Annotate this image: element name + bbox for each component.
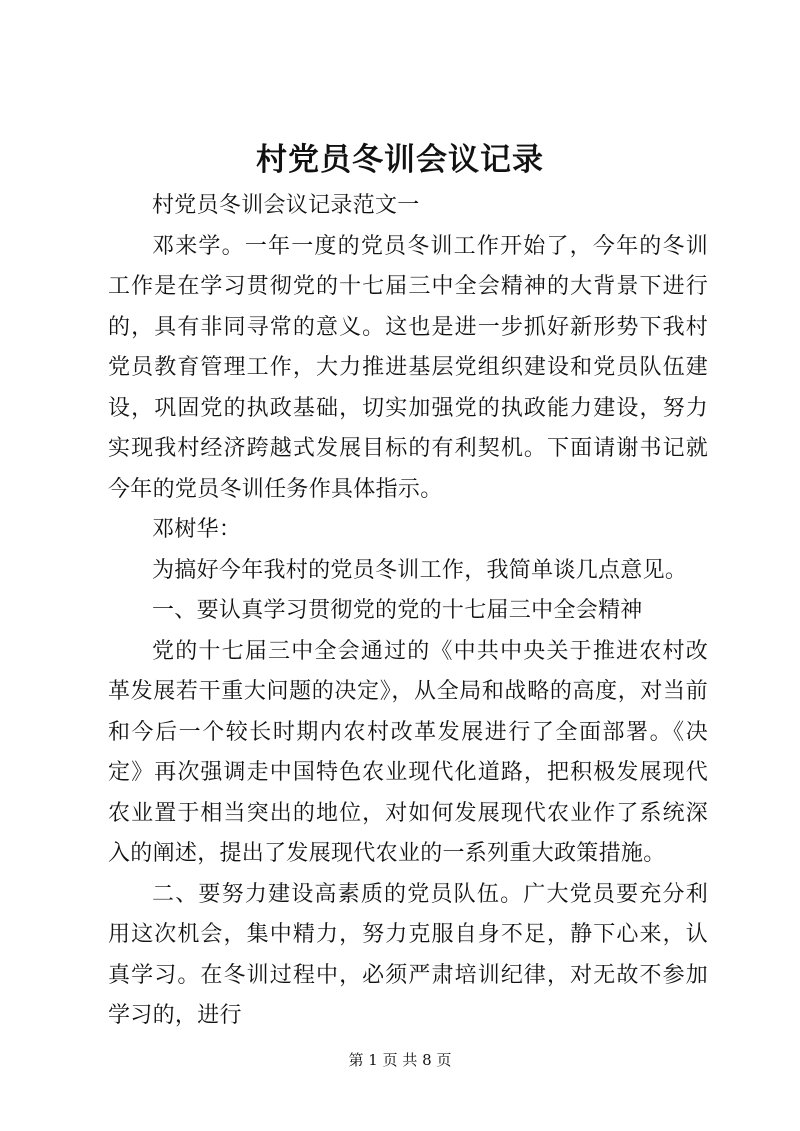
intro-paragraph: 为搞好今年我村的党员冬训工作，我简单谈几点意见。 <box>152 557 688 583</box>
section-one-paragraph: 党的十七届三中全会通过的《中共中央关于推进农村改革发展若干重大问题的决定》，从全局和战略的高度，对当前和今后一个较长时期内农村改革发展进行了全面部署。《决定》再次强调走中国特色农业现代化道路，把积极发展现代农业置于相当突出的地位，对如何发展现代农业作了系统深入的阐述，提出了发展现代农业的一系列重大政策措施。 <box>108 638 708 866</box>
document-title: 村党员冬训会议记录 <box>256 142 544 178</box>
speech-paragraph-deng-laixue: 邓来学。一年一度的党员冬训工作开始了，今年的冬训工作是在学习贯彻党的十七届三中全会精神的大背景下进行的，具有非同寻常的意义。这也是进一步抓好新形势下我村党员教育管理工作，大力推进基层党组织建设和党员队伍建设，巩固党的执政基础，切实加强党的执政能力建设，努力实现我村经济跨越式发展目标的有利契机。下面请谢书记就今年的党员冬训任务作具体指示。 <box>108 233 708 502</box>
document-body <box>108 186 708 1037</box>
subtitle-paragraph: 村党员冬训会议记录范文一 <box>152 193 420 218</box>
section-two-paragraph: 二、要努力建设高素质的党员队伍。广大党员要充分利用这次机会，集中精力，努力克服自身不足，静下心来，认真学习。在冬训过程中，必须严肃培训纪律，对无故不参加学习的，进行 <box>108 881 708 1028</box>
speaker-label-deng-shuhua: 邓树华： <box>152 517 242 542</box>
page-footer: 第 1 页 共 8 页 <box>348 1051 452 1069</box>
section-heading-one: 一、要认真学习贯彻党的党的十七届三中全会精神 <box>152 598 643 623</box>
